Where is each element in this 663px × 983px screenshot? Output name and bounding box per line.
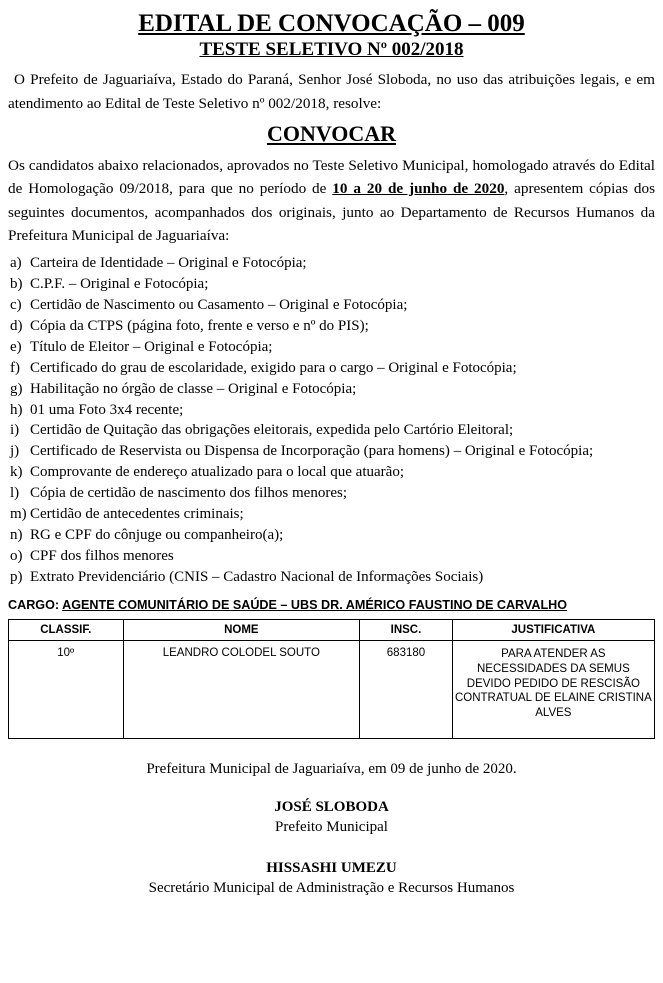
signature-block-secretario bbox=[8, 859, 655, 898]
list-marker: n) bbox=[10, 527, 23, 544]
signature-role: Prefeito Municipal bbox=[275, 818, 388, 835]
signature-name: JOSÉ SLOBODA bbox=[274, 799, 389, 816]
list-text: Certidão de Nascimento ou Casamento – Original e Fotocópia; bbox=[30, 296, 408, 313]
list-item bbox=[8, 526, 655, 546]
candidates-table bbox=[8, 619, 655, 739]
list-text: Certidão de antecedentes criminais; bbox=[30, 506, 244, 523]
cargo-value: AGENTE COMUNITÁRIO DE SAÚDE – UBS DR. AMÉRICO FAUSTINO DE CARVALHO bbox=[62, 597, 568, 612]
list-item bbox=[8, 442, 655, 462]
list-text: CPF dos filhos menores bbox=[30, 548, 174, 565]
cargo-line bbox=[8, 598, 655, 613]
list-text: C.P.F. – Original e Fotocópia; bbox=[30, 275, 209, 292]
list-text: Cópia de certidão de nascimento dos filhos menores; bbox=[30, 485, 347, 502]
column-header-nome: NOME bbox=[123, 620, 360, 641]
list-item bbox=[8, 505, 655, 525]
list-marker: h) bbox=[10, 401, 23, 418]
list-item bbox=[8, 547, 655, 567]
list-marker: k) bbox=[10, 464, 23, 481]
list-text: Habilitação no órgão de classe – Original e Fotocópia; bbox=[30, 380, 357, 397]
list-marker: d) bbox=[10, 317, 23, 334]
page-subtitle: TESTE SELETIVO Nº 002/2018 bbox=[199, 38, 464, 60]
list-item bbox=[8, 380, 655, 400]
list-item bbox=[8, 484, 655, 504]
list-marker: i) bbox=[10, 422, 20, 439]
column-header-classif: CLASSIF. bbox=[9, 620, 124, 641]
list-marker: g) bbox=[10, 380, 23, 397]
table-header-row bbox=[9, 620, 655, 641]
list-item bbox=[8, 317, 655, 337]
list-text: Certificado do grau de escolaridade, exigido para o cargo – Original e Fotocópia; bbox=[30, 359, 517, 376]
list-marker: l) bbox=[10, 485, 20, 502]
page-title: EDITAL DE CONVOCAÇÃO – 009 bbox=[138, 10, 525, 37]
list-marker: o) bbox=[10, 548, 23, 565]
list-marker: f) bbox=[10, 359, 20, 376]
list-marker: c) bbox=[10, 296, 22, 313]
body-part2: , apresentem cópias dos seguintes documentos, acompanhados dos originais, junto ao Departamento de Recursos Humanos da Prefeitura Municipal de Jaguariaíva: bbox=[8, 180, 655, 245]
list-marker: e) bbox=[10, 338, 22, 355]
list-text: Carteira de Identidade – Original e Fotocópia; bbox=[30, 254, 307, 271]
column-header-insc: INSC. bbox=[360, 620, 453, 641]
signature-block-prefeito bbox=[8, 798, 655, 837]
list-text: Certificado de Reservista ou Dispensa de Incorporação (para homens) – Original e Fotocópia; bbox=[30, 443, 594, 460]
list-item bbox=[8, 401, 655, 421]
list-text: Comprovante de endereço atualizado para o local que atuarão; bbox=[30, 464, 404, 481]
convocar-heading: CONVOCAR bbox=[266, 120, 397, 146]
list-marker: b) bbox=[10, 275, 23, 292]
list-marker: j) bbox=[10, 443, 20, 460]
list-marker: a) bbox=[10, 254, 22, 271]
table-row bbox=[9, 641, 655, 739]
list-item bbox=[8, 338, 655, 358]
list-item bbox=[8, 359, 655, 379]
list-text: Certidão de Quitação das obrigações eleitorais, expedida pelo Cartório Eleitoral; bbox=[30, 422, 514, 439]
list-marker: p) bbox=[10, 569, 23, 586]
list-text: Cópia da CTPS (página foto, frente e verso e nº do PIS); bbox=[30, 317, 369, 334]
list-marker: m) bbox=[10, 506, 27, 523]
signature-name: HISSASHI UMEZU bbox=[266, 860, 397, 877]
body-highlight-period: 10 a 20 de junho de 2020 bbox=[332, 180, 505, 198]
list-item bbox=[8, 296, 655, 316]
list-item bbox=[8, 421, 655, 441]
cell-justificativa: PARA ATENDER AS NECESSIDADES DA SEMUS DEVIDO PEDIDO DE RESCISÃO CONTRATUAL DE ELAINE CRISTINA ALVES bbox=[452, 641, 654, 739]
list-text: 01 uma Foto 3x4 recente; bbox=[30, 401, 184, 418]
list-item bbox=[8, 463, 655, 483]
signature-role: Secretário Municipal de Administração e Recursos Humanos bbox=[148, 879, 515, 896]
list-text: RG e CPF do cônjuge ou companheiro(a); bbox=[30, 527, 284, 544]
document-requirements-list bbox=[8, 254, 655, 588]
list-item bbox=[8, 254, 655, 274]
list-item bbox=[8, 275, 655, 295]
cargo-label: CARGO: bbox=[8, 597, 60, 612]
intro-paragraph: O Prefeito de Jaguariaíva, Estado do Paraná, Senhor José Sloboda, no uso das atribuições legais, e em atendimento ao Edital de Teste Seletivo nº 002/2018, resolve: bbox=[8, 71, 655, 112]
list-item bbox=[8, 568, 655, 588]
cell-nome: LEANDRO COLODEL SOUTO bbox=[123, 641, 360, 739]
cell-insc: 683180 bbox=[360, 641, 453, 739]
list-text: Título de Eleitor – Original e Fotocópia; bbox=[30, 338, 273, 355]
body-part1: Os candidatos abaixo relacionados, aprovados no Teste Seletivo Municipal, homologado através do Edital de Homologação 09/2018, para que no período de bbox=[8, 156, 655, 198]
list-text: Extrato Previdenciário (CNIS – Cadastro Nacional de Informações Sociais) bbox=[30, 569, 484, 586]
place-date-line: Prefeitura Municipal de Jaguariaíva, em 09 de junho de 2020. bbox=[146, 761, 517, 778]
body-paragraph bbox=[8, 154, 655, 248]
column-header-justificativa: JUSTIFICATIVA bbox=[452, 620, 654, 641]
cell-classif: 10º bbox=[9, 641, 124, 739]
